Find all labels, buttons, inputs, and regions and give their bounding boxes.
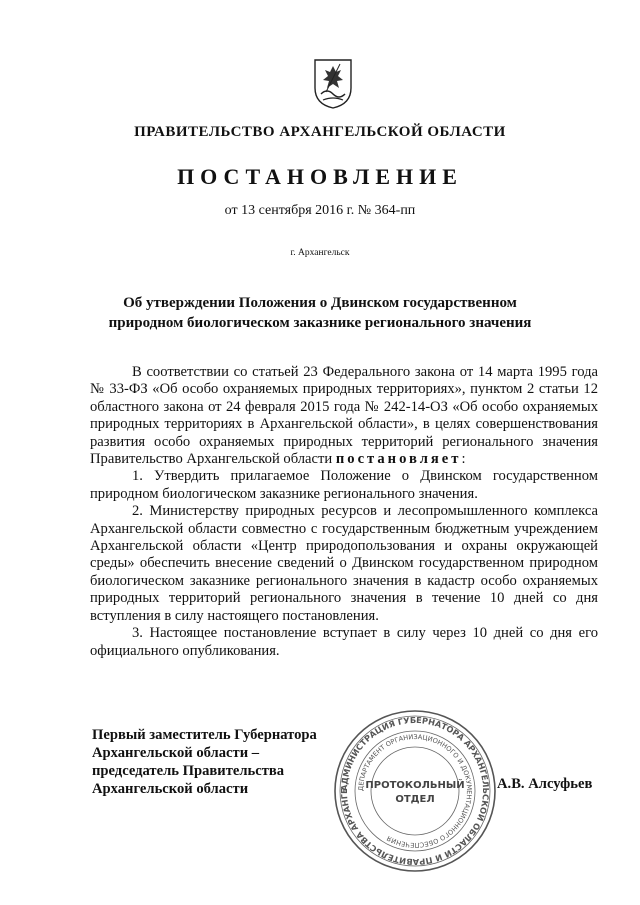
preamble-paragraph — [90, 364, 598, 468]
item-3: 3. Настоящее постановление вступает в силу через 10 дней со дня его официального опубликования. — [90, 625, 598, 659]
position-line-3: председатель Правительства — [92, 763, 285, 779]
svg-text:ДЕПАРТАМЕНТ ОРГАНИЗАЦИОННОГО И — [357, 733, 473, 849]
position-line-4: Архангельской области — [92, 781, 249, 797]
seal-center-line-2: ОТДЕЛ — [395, 794, 435, 805]
seal-ring-text: АДМИНИСТРАЦИЯ ГУБЕРНАТОРА АРХАНГЕЛЬСКОЙ ОБЛАСТИ И ПРАВИТЕЛЬСТВА АРХАНГЕ — [338, 714, 492, 868]
document-city: г. Архангельск — [290, 248, 350, 258]
preamble-text: В соответствии со статьей 23 Федерального закона от 14 марта 1995 года № 33-ФЗ «Об особо охраняемых природных территориях», пунктом 2 статьи 12 областного закона от 24 февраля 2015 года № 242-14-ОЗ «Об особо охраняемых природных территориях в Архангельской области», в целях совершенствования развития особо охраняемых природных территорий регионального значения Правительство Архангельской области — [90, 364, 598, 468]
position-line-1: Первый заместитель Губернатора — [92, 727, 317, 743]
seal-inner-text: ДЕПАРТАМЕНТ ОРГАНИЗАЦИОННОГО И ДОКУМЕНТАЦИОННОГО ОБЕСПЕЧЕНИЯ — [356, 732, 474, 850]
document-date-number: от 13 сентября 2016 г. № 364-пп — [224, 203, 416, 218]
signatory-name: А.В. Алсуфьев — [497, 776, 593, 792]
item-2: 2. Министерству природных ресурсов и лесопромышленного комплекса Архангельской области совместно с государственным бюджетным учреждением Архангельской области «Центр природопользования и охраны окружающей среды» обеспечить внесение сведений о Двинском государственном природном биологическом заказнике регионального значения в кадастр особо охраняемых природных территорий регионального значения в течение 10 дней со дня вступления в силу настоящего постановления. — [90, 503, 598, 624]
document-subject — [80, 293, 560, 333]
coat-of-arms-icon — [313, 58, 353, 110]
resolves-word: постановляет — [335, 451, 462, 468]
resolves-colon: : — [461, 451, 466, 468]
government-title: ПРАВИТЕЛЬСТВО АРХАНГЕЛЬСКОЙ ОБЛАСТИ — [134, 124, 506, 140]
subject-line-2: природном биологическом заказнике регионального значения — [108, 315, 532, 331]
official-seal-stamp — [330, 706, 500, 876]
document-type: ПОСТАНОВЛЕНИЕ — [177, 164, 463, 189]
document-body — [90, 364, 598, 660]
subject-line-1: Об утверждении Положения о Двинском государственном — [123, 295, 517, 311]
signatory-position — [92, 726, 317, 798]
position-line-2: Архангельской области – — [92, 745, 260, 761]
item-1: 1. Утвердить прилагаемое Положение о Двинском государственном природном биологическом заказнике регионального значения. — [90, 468, 598, 502]
seal-center-line-1: ПРОТОКОЛЬНЫЙ — [365, 780, 465, 791]
